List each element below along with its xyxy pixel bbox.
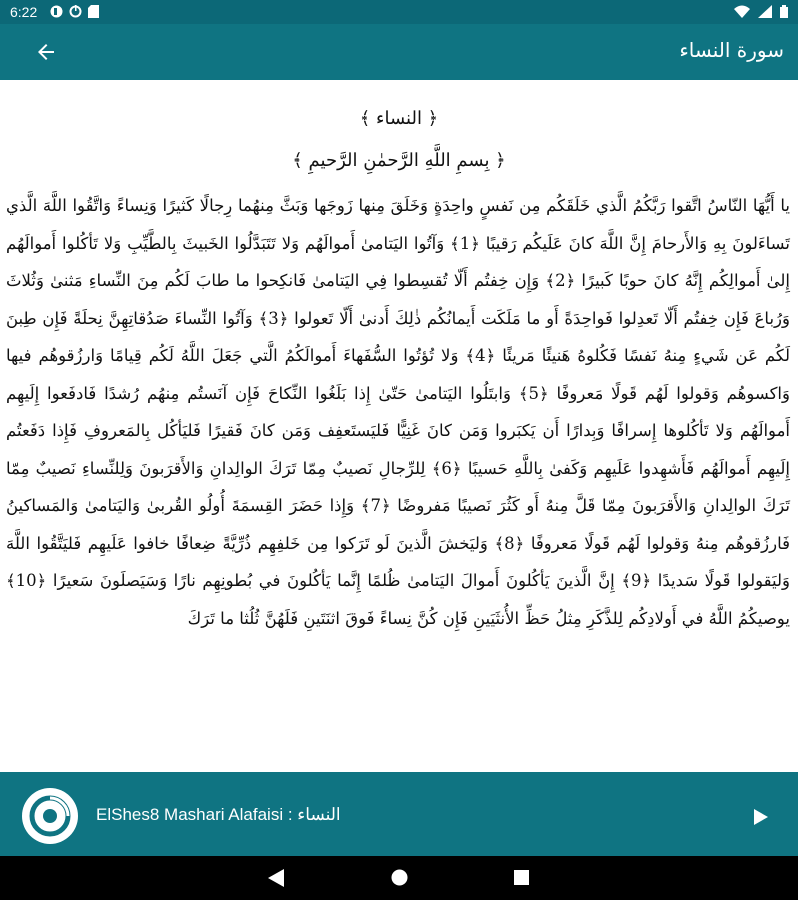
verse-text: وَلا تُؤتُوا السُّفَهاءَ أَموالَكُمُ الَّتي جَعَلَ اللَّهُ لَكُم قِيامًا وَارزُقوهُم فيها وَاكسوهُم وَقولوا لَهُم قَولًا مَعروفًا [6,346,790,403]
verse-number-value: 9 [631,571,642,590]
track-label: ElShes8 Mashari Alafaisi : النساء [96,805,341,824]
verse-text: يا أَيُّهَا النّاسُ اتَّقوا رَبَّكُمُ الَّذي خَلَقَكُم مِن نَفسٍ واحِدَةٍ وَخَلَقَ مِنها زَوجَها وَبَثَّ مِنهُما رِجالًا كَثيرًا وَنِساءً وَاتَّقُوا اللَّهَ الَّذي تَساءَلونَ بِهِ وَالأَرحامَ إِنَّ اللَّهَ كانَ عَلَيكُم رَقيبًا [6,196,790,253]
back-triangle-icon [268,869,284,887]
recents-square-icon [514,870,529,885]
verse-text: وَابتَلُوا اليَتامىٰ حَتّىٰ إِذا بَلَغُوا النِّكاحَ فَإِن آنَستُم مِنهُم رُشدًا فَادفَعوا إِلَيهِم أَموالَهُم وَلا تَأكُلوها إِسرافًا وَبِدارًا أَن يَكبَروا وَمَن كانَ غَنِيًّا فَليَستَعفِف وَمَن كانَ فَقيرًا فَليَأكُل بِالمَعروفِ فَإِذا دَفَعتُم إِلَيهِم أَموالَهُم فَأَشهِدوا عَلَيهِم وَكَفىٰ بِاللَّهِ حَسيبًا [6,383,791,478]
data-saver-icon [69,5,82,18]
status-bar [0,0,798,24]
nav-recents-button[interactable] [514,870,529,889]
verse-number-value: 7 [370,496,381,515]
app-logo[interactable] [20,786,80,846]
verse-number: ﴿7﴾ [360,496,391,515]
signal-icon [758,5,772,18]
system-nav-bar [0,856,798,900]
arrow-back-icon [30,36,62,68]
circle-notification-icon [50,5,63,18]
battery-icon [780,5,788,18]
verse-number-value: 4 [475,346,486,365]
surah-heading: ﴿ النساء ﴾ [359,108,439,129]
verse-text: يوصيكُمُ اللَّهُ في أَولادِكُم لِلذَّكَرِ مِثلُ حَظِّ الأُنثَيَينِ فَإِن كُنَّ نِساءً فَوقَ اثنَتَينِ فَلَهُنَّ ثُلُثا ما تَرَكَ [187,608,790,628]
verse-text: وَآتُوا اليَتامىٰ أَموالَهُم وَلا تَتَبَدَّلُوا الخَبيثَ بِالطَّيِّبِ وَلا تَأكُلوا أَموالَهُم إِلىٰ أَموالِكُم إِنَّهُ كانَ حوبًا كَبيرًا [6,233,791,290]
page-title: سورة النساء [679,38,784,62]
verses-text [6,187,790,637]
wifi-icon [734,5,750,18]
verse-number: ﴿1﴾ [450,233,480,253]
home-circle-icon [391,869,408,886]
audio-player [0,772,798,856]
verse-number-value: 8 [504,533,515,553]
sd-card-icon [88,5,99,18]
app-bar [0,24,798,80]
verse-number-value: 2 [555,271,566,290]
verse-number: ﴿5﴾ [518,383,549,403]
verse-text: وَليَخشَ الَّذينَ لَو تَرَكوا مِن خَلفِهِم ذُرِّيَّةً ضِعافًا خافوا عَلَيهِم فَليَتَّقُوا اللَّهَ وَليَقولوا قَولًا سَديدًا [6,533,790,590]
verse-text: إِنَّ الَّذينَ يَأكُلونَ أَموالَ اليَتامىٰ ظُلمًا إِنَّما يَأكُلونَ في بُطونِهِم نارًا وَسَيَصلَونَ سَعيرًا [52,571,615,590]
verse-number: ﴿10﴾ [6,571,47,590]
verse-number-value: 10 [15,571,37,590]
verse-text: وَآتُوا النِّساءَ صَدُقاتِهِنَّ نِحلَةً فَإِن طِبنَ لَكُم عَن شَيءٍ مِنهُ نَفسًا فَكُلوهُ هَنيئًا مَريئًا [6,308,791,365]
play-icon [750,807,770,827]
verse-number: ﴿9﴾ [621,571,652,590]
nav-back-button[interactable] [268,869,284,891]
basmala: ﴿ بِسمِ اللَّهِ الرَّحمٰنِ الرَّحيمِ ﴾ [292,150,506,171]
verse-text: وَإِن خِفتُم أَلّا تُقسِطوا فِي اليَتامىٰ فَانكِحوا ما طابَ لَكُم مِنَ النِّساءِ مَثنىٰ وَثُلاثَ وَرُباعَ فَإِن خِفتُم أَلّا تَعدِلوا فَواحِدَةً أَو ما مَلَكَت أَيمانُكُم ذٰلِكَ أَدنىٰ أَلّا تَعولوا [6,271,790,328]
verse-number-value: 5 [528,383,539,403]
status-right-icons [734,5,788,18]
verse-number: ﴿8﴾ [494,533,525,553]
verse-number-value: 3 [268,308,279,328]
verse-number: ﴿2﴾ [545,271,576,290]
verse-number: ﴿3﴾ [258,308,289,328]
verse-number-value: 6 [441,458,452,478]
verse-number: ﴿4﴾ [465,346,496,365]
verse-text: وَإِذا حَضَرَ القِسمَةَ أُولُو القُربىٰ وَاليَتامىٰ وَالمَساكينُ فَارزُقوهُم مِنهُ وَقولوا لَهُم قَولًا مَعروفًا [6,496,790,553]
verse-number: ﴿6﴾ [431,458,462,478]
play-button[interactable] [750,807,770,827]
quran-text-view[interactable] [0,80,798,772]
verse-text: لِلرِّجالِ نَصيبٌ مِمّا تَرَكَ الوالِدانِ وَالأَقرَبونَ وَلِلنِّساءِ نَصيبٌ مِمّا تَرَكَ الوالِدانِ وَالأَقرَبونَ مِمّا قَلَّ مِنهُ أَو كَثُرَ نَصيبًا مَفروضًا [6,458,790,515]
verse-number-value: 1 [459,233,471,253]
status-left-icons [50,5,99,18]
app-logo-icon [20,786,80,846]
nav-home-button[interactable] [391,869,408,890]
status-time: 6:22 [10,4,38,20]
back-button[interactable] [30,36,62,68]
